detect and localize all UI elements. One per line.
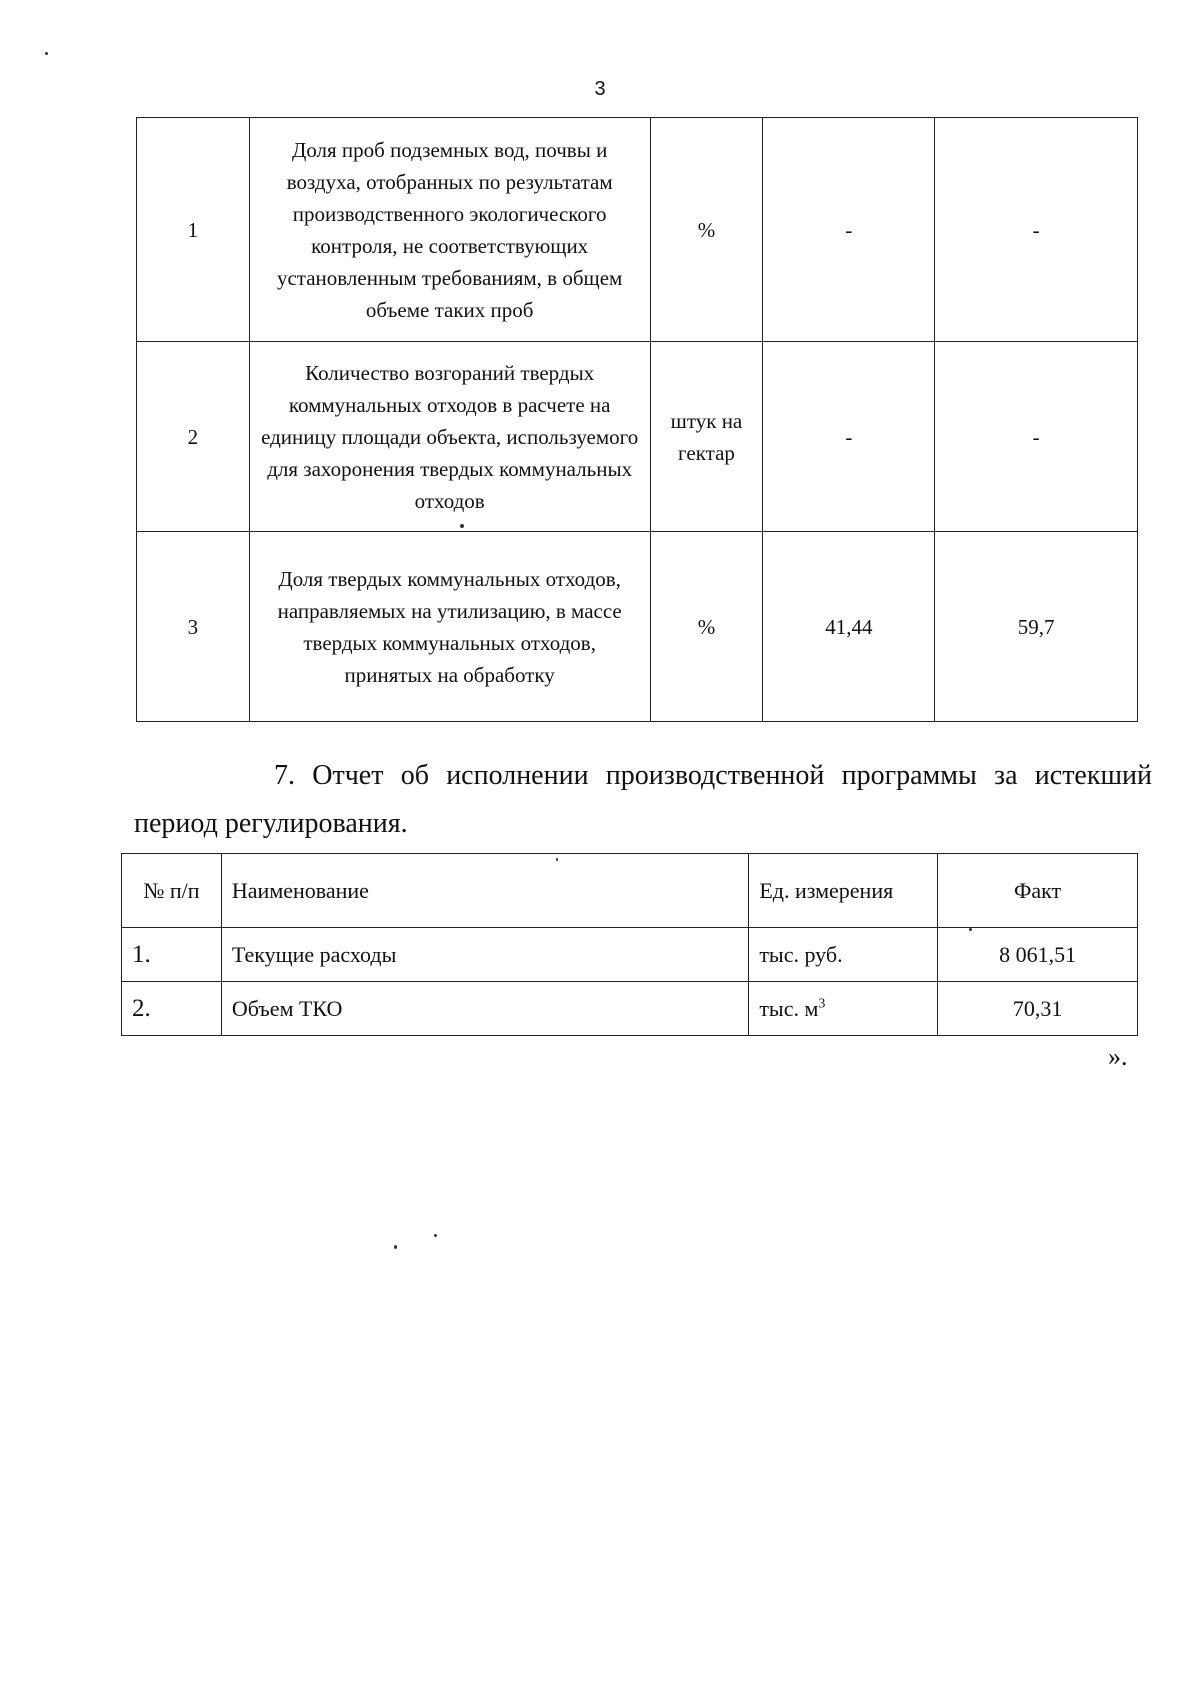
section-7-heading <box>134 752 1152 848</box>
indicator-row <box>137 532 1138 722</box>
report-header-row <box>122 854 1138 928</box>
indicator-value-2: - <box>935 342 1138 532</box>
report-row <box>122 982 1138 1036</box>
indicator-row <box>137 342 1138 532</box>
scan-speck <box>434 1234 437 1237</box>
report-unit: тыс. руб. <box>749 928 938 982</box>
indicator-value-2: 59,7 <box>935 532 1138 722</box>
section-7-line-1: 7. Отчет об исполнении производственной программы за истекший <box>274 760 1152 791</box>
header-unit: Ед. измерения <box>749 854 938 928</box>
indicator-table <box>136 117 1138 722</box>
scan-speck <box>969 928 972 931</box>
report-fact: 70,31 <box>938 982 1138 1036</box>
row-number: 3 <box>137 532 250 722</box>
report-name: Объем ТКО <box>221 982 748 1036</box>
report-table <box>121 853 1138 1036</box>
indicator-name: Доля проб подземных вод, почвы и воздуха, отобранных по результатам производственного экологического контроля, не соответствующих установленным требованиям, в общем объеме таких проб <box>249 118 650 342</box>
report-num: 1. <box>122 928 222 982</box>
unit-superscript: 3 <box>818 996 826 1012</box>
row-number: 1 <box>137 118 250 342</box>
indicator-row <box>137 118 1138 342</box>
indicator-name: Количество возгораний твердых коммунальных отходов в расчете на единицу площади объекта, используемого для захоронения твердых коммунальных отходов <box>249 342 650 532</box>
indicator-value-1: 41,44 <box>763 532 935 722</box>
indicator-value-1: - <box>763 118 935 342</box>
report-row <box>122 928 1138 982</box>
header-fact: Факт <box>938 854 1138 928</box>
report-name: Текущие расходы <box>221 928 748 982</box>
report-num: 2. <box>122 982 222 1036</box>
report-fact: 8 061,51 <box>938 928 1138 982</box>
indicator-value-1: - <box>763 342 935 532</box>
scan-speck <box>45 52 48 55</box>
indicator-unit: % <box>650 532 763 722</box>
report-unit-cell <box>749 982 938 1036</box>
indicator-name: Доля твердых коммунальных отходов, направляемых на утилизацию, в массе твердых коммунальных отходов, принятых на обработку <box>249 532 650 722</box>
header-name: Наименование <box>221 854 748 928</box>
scan-speck <box>394 1245 397 1249</box>
indicator-unit: штук на гектар <box>650 342 763 532</box>
report-unit: тыс. м <box>759 995 819 1021</box>
scan-speck <box>460 524 464 528</box>
indicator-unit: % <box>650 118 763 342</box>
closing-quote: ». <box>1108 1042 1128 1071</box>
page-number: 3 <box>594 78 606 100</box>
indicator-value-2: - <box>935 118 1138 342</box>
scan-speck <box>556 858 558 861</box>
section-7-line-2: период регулирования. <box>134 808 408 839</box>
header-num: № п/п <box>122 854 222 928</box>
row-number: 2 <box>137 342 250 532</box>
